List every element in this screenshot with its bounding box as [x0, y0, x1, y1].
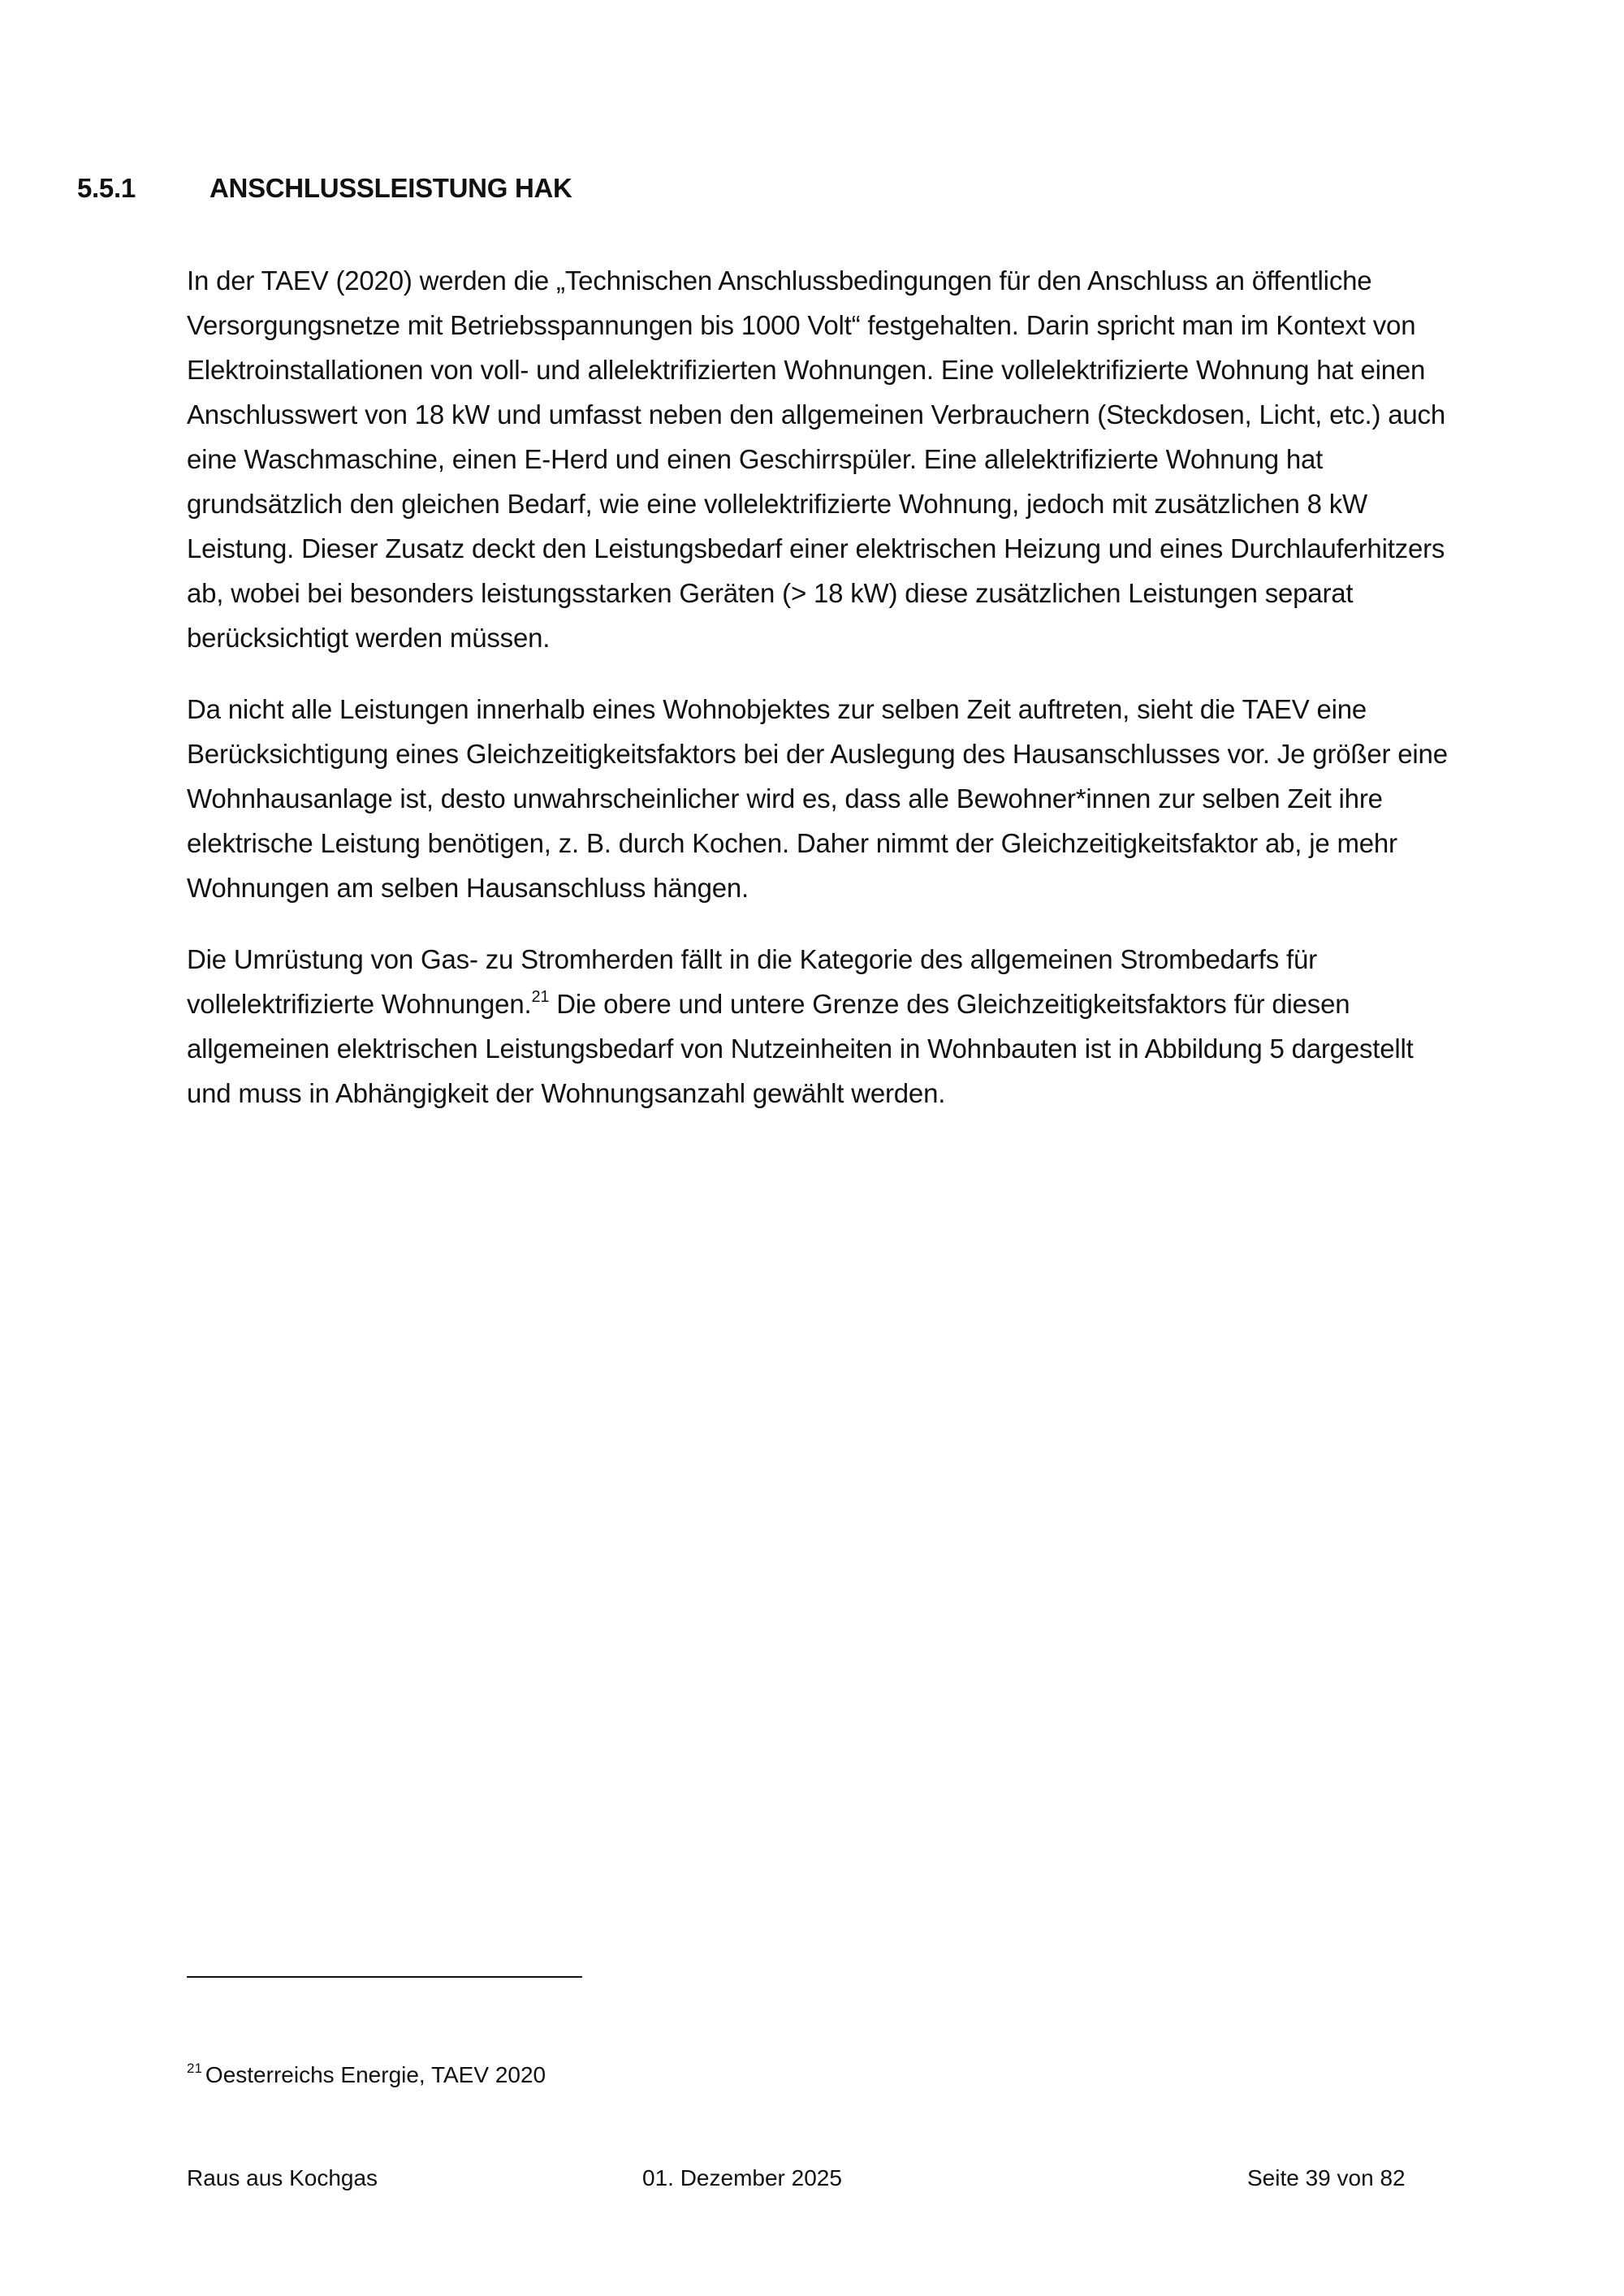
paragraph-1: In der TAEV (2020) werden die „Technischen Anschlussbedingungen für den Anschluss an öffentliche Versorgungsnetze mit Betriebsspannungen bis 1000 Volt“ festgehalten. Darin spricht man im Kontext von Elektroinstallationen von voll- und allelektrifizierten Wohnungen. Eine vollelektrifizierte Wohnung hat einen Anschlusswert von 18 kW und umfasst neben den allgemeinen Verbrauchern (Steckdosen, Licht, etc.) auch eine Waschmaschine, einen E-Herd und einen Geschirrspüler. Eine allelektrifizierte Wohnung hat grundsätzlich den gleichen Bedarf, wie eine vollelektrifizierte Wohnung, jedoch mit zusätzlichen 8 kW Leistung. Dieser Zusatz deckt den Leistungsbedarf einer elektrischen Heizung und eines Durchlauferhitzers ab, wobei bei besonders leistungsstarken Geräten (> 18 kW) diese zusätzlichen Leistungen separat berücksichtigt werden müssen. [187, 265, 1446, 653]
footer-page-number: Seite 39 von 82 [1247, 2165, 1406, 2190]
section-heading [77, 173, 572, 204]
paragraph-3-text-a: Die Umrüstung von Gas- zu Stromherden fällt in die Kategorie des allgemeinen Strombedarfs für vollelektrifizierte Wohnungen. [187, 944, 1317, 1019]
paragraph-2: Da nicht alle Leistungen innerhalb eines Wohnobjektes zur selben Zeit auftreten, sieht die TAEV eine Berücksichtigung eines Gleichzeitigkeitsfaktors bei der Auslegung des Hausanschlusses vor. Je größer eine Wohnhausanlage ist, desto unwahrscheinlicher wird es, dass alle Bewohner*innen zur selben Zeit ihre elektrische Leistung benötigen, z. B. durch Kochen. Daher nimmt der Gleichzeitigkeitsfaktor ab, je mehr Wohnungen am selben Hausanschluss hängen. [187, 694, 1448, 903]
footnote-separator [187, 1976, 582, 1978]
footnote-reference[interactable]: 21 [531, 988, 550, 1006]
section-title: ANSCHLUSSLEISTUNG HAK [209, 173, 572, 203]
footnote [187, 2062, 546, 2088]
body-text [187, 258, 1462, 1142]
footer-document-title: Raus aus Kochgas [187, 2165, 378, 2190]
paragraph-3-text-b: Die obere und untere Grenze des Gleichzeitigkeitsfaktors für diesen allgemeinen elektrischen Leistungsbedarf von Nutzeinheiten in Wohnbauten ist in Abbildung 5 dargestellt und muss in Abhängigkeit der Wohnungsanzahl gewählt werden. [187, 989, 1414, 1108]
paragraph-3 [187, 937, 1462, 1116]
section-number: 5.5.1 [77, 173, 136, 203]
footer-date: 01. Dezember 2025 [642, 2165, 842, 2190]
footnote-number: 21 [187, 2061, 202, 2076]
footnote-text: Oesterreichs Energie, TAEV 2020 [205, 2062, 546, 2087]
